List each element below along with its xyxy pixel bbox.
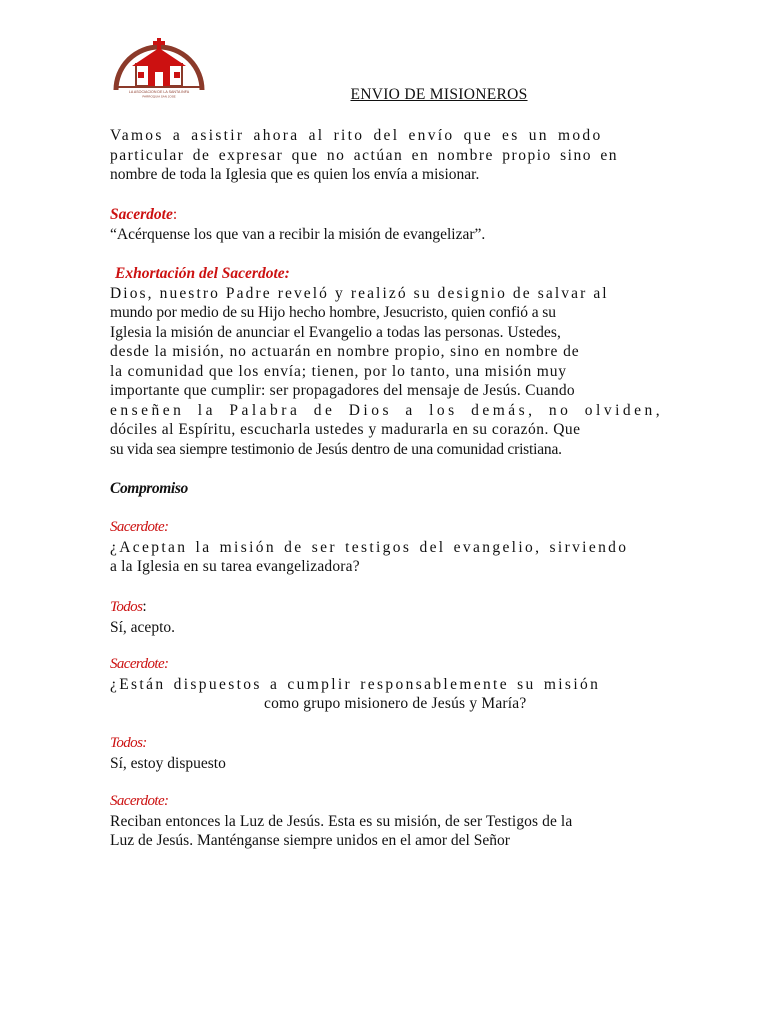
question-label: Sacerdote: bbox=[110, 656, 169, 672]
answer-label: Todos bbox=[110, 599, 143, 615]
exhortacion-line: desde la misión, no actuarán en nombre propio, sino en nombre de bbox=[110, 343, 580, 360]
sacerdote-text: “Acérquense los que van a recibir la misión de evangelizar”. bbox=[110, 225, 486, 243]
answer-1 bbox=[110, 597, 658, 637]
sacerdote-colon: : bbox=[172, 206, 178, 223]
exhortacion-line: su vida sea siempre testimonio de Jesús dentro de una comunidad cristiana. bbox=[110, 440, 562, 458]
page-title: ENVIO DE MISIONEROS bbox=[350, 86, 528, 103]
question-line: ¿Aceptan la misión de ser testigos del evangelio, sirviendo bbox=[110, 538, 629, 556]
exhortacion-section bbox=[110, 264, 664, 459]
question-line: a la Iglesia en su tarea evangelizadora? bbox=[110, 558, 360, 575]
closing-line: Luz de Jesús. Manténganse siempre unidos en el amor del Señor bbox=[110, 832, 510, 849]
exhortacion-line: importante que cumplir: ser propagadores del mensaje de Jesús. Cuando bbox=[110, 382, 575, 399]
compromiso-heading: Compromiso bbox=[110, 480, 188, 497]
intro-line: particular de expresar que no actúan en nombre propio sino en bbox=[110, 146, 618, 164]
exhortacion-line: dóciles al Espíritu, escucharla ustedes y madurarla en su corazón. Que bbox=[110, 421, 581, 438]
exhortacion-line: enseñen la Palabra de Dios a los demás, no olviden, bbox=[110, 401, 664, 419]
answer-2 bbox=[110, 734, 658, 773]
exhortacion-line: Dios, nuestro Padre reveló y realizó su designio de salvar al bbox=[110, 284, 609, 302]
logo-caption-1: LA ASOCIACION DE LA SANTA INFA bbox=[128, 90, 190, 94]
intro-line: Vamos a asistir ahora al rito del envío que es un modo bbox=[110, 127, 603, 144]
exhortacion-line: la comunidad que los envía; tienen, por lo tanto, una misión muy bbox=[110, 362, 567, 380]
sacerdote-label: Sacerdote bbox=[110, 206, 173, 223]
question-label: Sacerdote: bbox=[110, 519, 169, 535]
question-line: como grupo misionero de Jesús y María? bbox=[264, 695, 527, 712]
closing-label: Sacerdote: bbox=[110, 793, 169, 809]
question-1 bbox=[110, 518, 658, 577]
question-2 bbox=[110, 655, 658, 714]
closing-section bbox=[110, 792, 658, 851]
sacerdote-section-1 bbox=[110, 205, 658, 244]
exhortacion-line: Iglesia la misión de anunciar el Evangelio a todas las personas. Ustedes, bbox=[110, 323, 561, 341]
intro-line: nombre de toda la Iglesia que es quien los envía a misionar. bbox=[110, 166, 480, 183]
answer-text: Sí, estoy dispuesto bbox=[110, 754, 226, 772]
question-line: ¿Están dispuestos a cumplir responsablemente su misión bbox=[110, 675, 601, 693]
exhortacion-line: mundo por medio de su Hijo hecho hombre, Jesucristo, quien confió a su bbox=[110, 304, 556, 321]
answer-colon: : bbox=[142, 598, 147, 615]
intro-paragraph bbox=[110, 126, 658, 185]
closing-line: Reciban entonces la Luz de Jesús. Esta es su misión, de ser Testigos de la bbox=[110, 812, 573, 830]
answer-label: Todos: bbox=[110, 735, 147, 751]
exhortacion-label: Exhortación del Sacerdote: bbox=[115, 265, 290, 282]
answer-text: Sí, acepto. bbox=[110, 618, 175, 636]
logo-caption-2: PARROQUIA SAN JOSE bbox=[142, 94, 176, 99]
